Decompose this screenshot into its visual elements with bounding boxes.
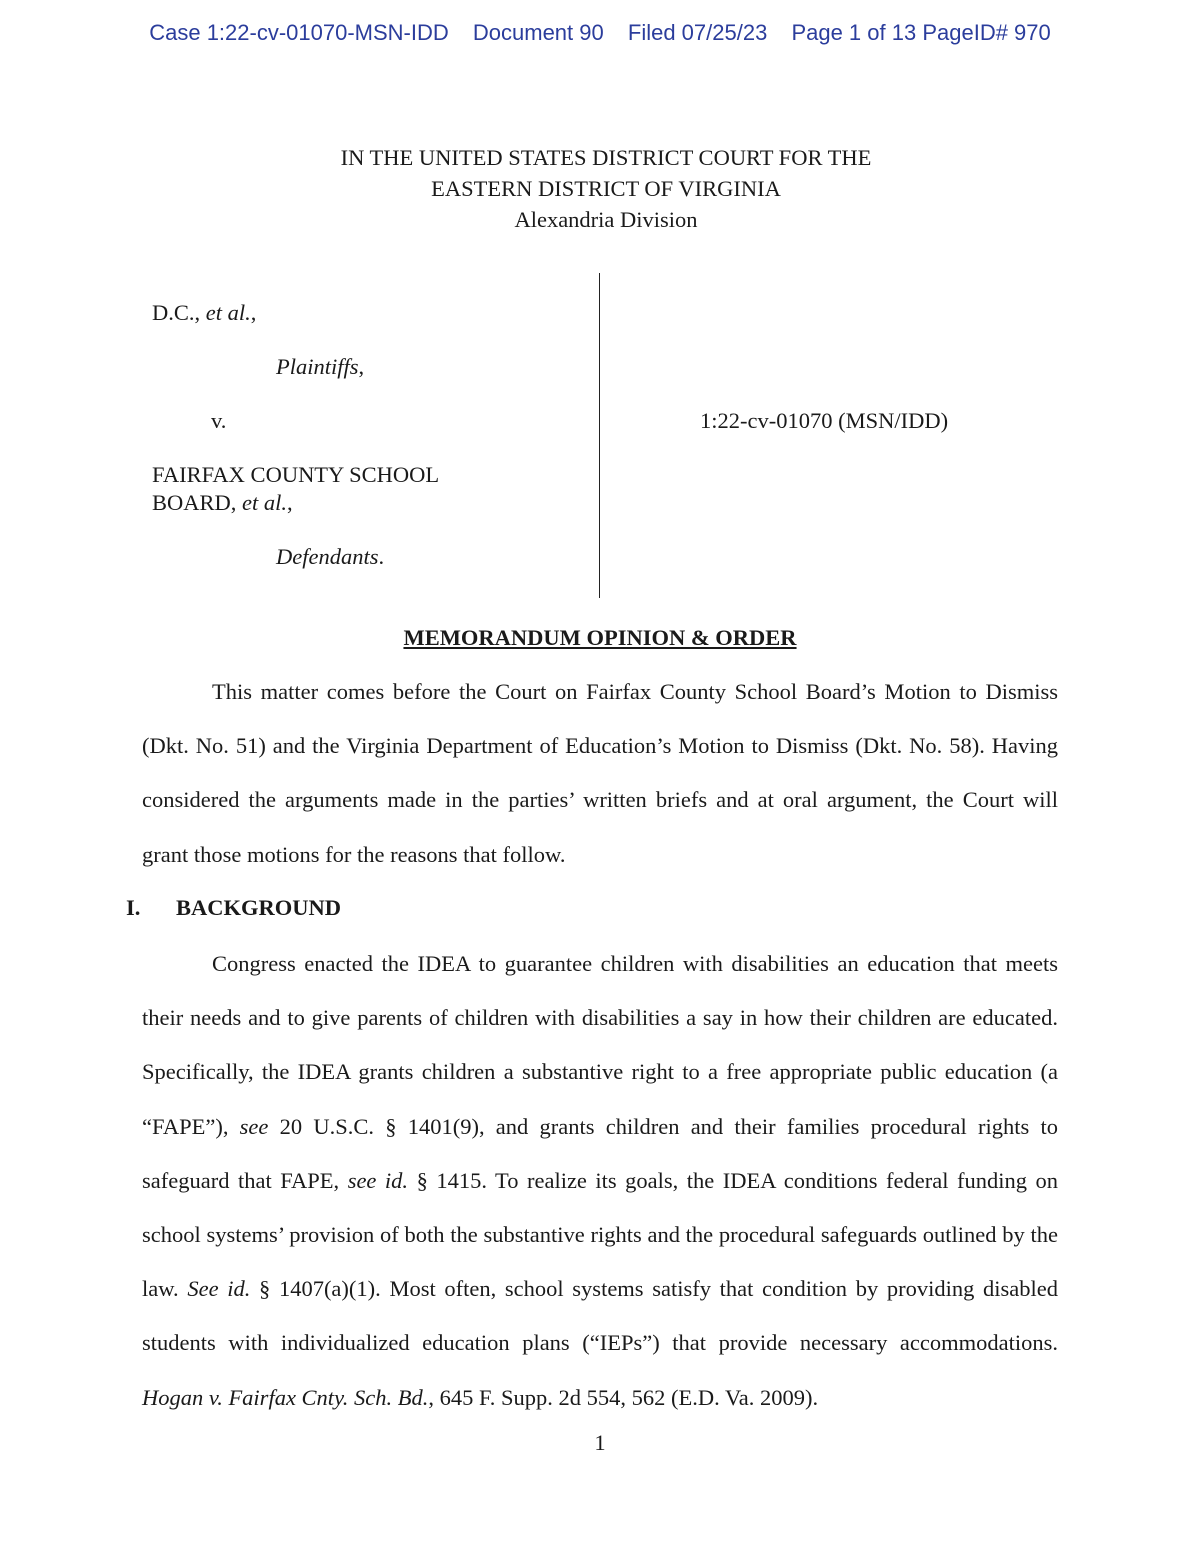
plaintiff-name: D.C., et al., (152, 300, 257, 325)
page-number: 1 (594, 1430, 606, 1455)
defendant-name-line-2: BOARD, et al., (152, 490, 293, 515)
stamp-case: Case 1:22-cv-01070-MSN-IDD (149, 20, 449, 45)
court-heading (0, 142, 1200, 235)
caption-divider (599, 273, 600, 598)
section-title: BACKGROUND (176, 895, 342, 920)
ecf-header-stamp (0, 20, 1200, 46)
court-line-2: EASTERN DISTRICT OF VIRGINIA (431, 176, 781, 201)
stamp-document: Document 90 (472, 20, 604, 45)
plaintiffs-role: Plaintiffs, (276, 354, 365, 379)
defendant-name-line-1: FAIRFAX COUNTY SCHOOL (152, 462, 440, 487)
document-title: MEMORANDUM OPINION & ORDER (403, 625, 797, 650)
court-division: Alexandria Division (514, 207, 698, 232)
background-paragraph: Congress enacted the IDEA to guarantee children with disabilities an education that meets their needs and to give parents of children with disabilities a say in how their children are educated. Specifically, the IDEA grants children a substantive right to a free appropriate public education (a “FAPE”), see 20 U.S.C. § 1401(9), and grants children and their families procedural rights to safeguard that FAPE, see id. § 1415. To realize its goals, the IDEA conditions federal funding on school systems’ provision of both the substantive rights and the procedural safeguards outlined by the law. See id. § 1407(a)(1). Most often, school systems satisfy that condition by providing disabled students with individualized education plans (“IEPs”) that provide necessary accommodations. Hogan v. Fairfax Cnty. Sch. Bd., 645 F. Supp. 2d 554, 562 (E.D. Va. 2009). (142, 951, 1059, 1410)
stamp-filed: Filed 07/25/23 (627, 20, 768, 45)
section-heading (126, 895, 341, 921)
versus: v. (211, 408, 227, 433)
case-citation: Hogan v. Fairfax Cnty. Sch. Bd. (142, 1384, 429, 1410)
defendants-role: Defendants. (276, 544, 385, 569)
stamp-page: Page 1 of 13 PageID# 970 (791, 20, 1051, 45)
intro-paragraph: This matter comes before the Court on Fairfax County School Board’s Motion to Dismiss (Dkt. No. 51) and the Virginia Department of Education’s Motion to Dismiss (Dkt. No. 58). Having considered the arguments made in the parties’ written briefs and at oral argument, the Court will grant those motions for the reasons that follow. (142, 679, 1058, 867)
court-line-1: IN THE UNITED STATES DISTRICT COURT FOR THE (340, 145, 872, 170)
case-number: 1:22-cv-01070 (MSN/IDD) (700, 408, 949, 433)
section-number: I. (126, 895, 141, 920)
